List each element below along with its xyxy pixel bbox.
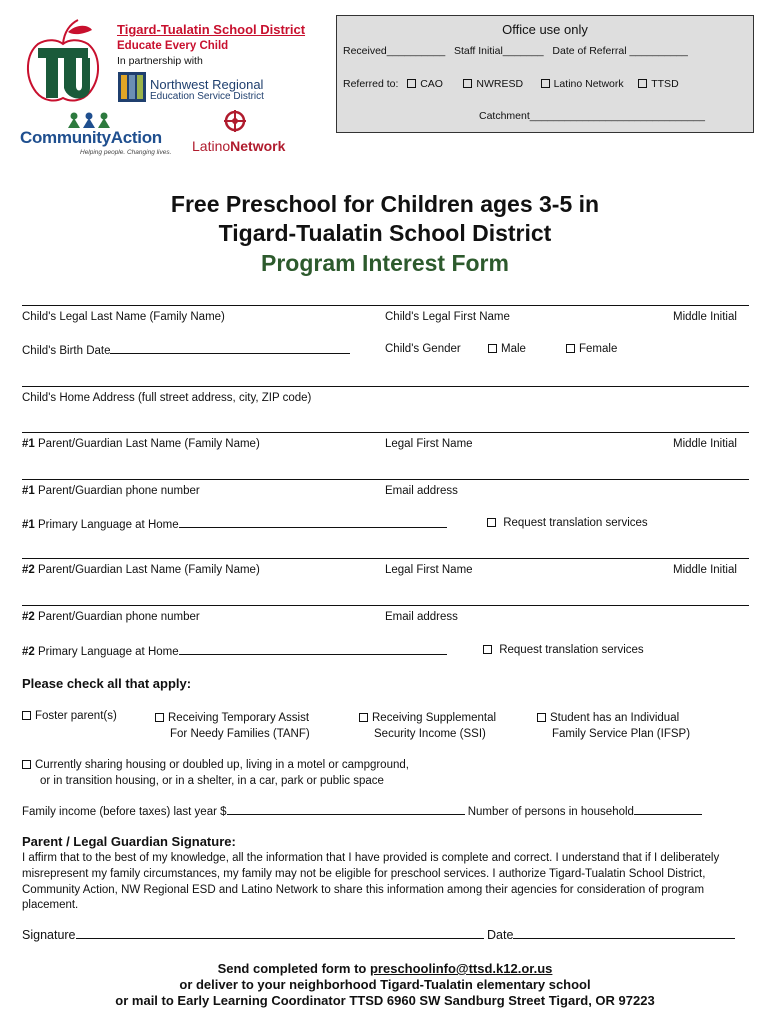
male-checkbox[interactable] [488, 344, 497, 353]
ttsd-checkbox[interactable] [638, 79, 647, 88]
child-address-label: Child's Home Address (full street address, city, ZIP code) [22, 392, 312, 404]
nwesd-name: Northwest Regional [150, 77, 264, 92]
date-field[interactable] [513, 928, 735, 939]
child-gender-label: Child's Gender [385, 343, 461, 355]
housing-checkbox[interactable] [22, 760, 31, 769]
office-referred-row: Referred to: CAO NWRESD Latino Network TTSD [343, 78, 679, 90]
affirmation-text: I affirm that to the best of my knowledge, all the information that I have provided is complete and correct. I understand that if I deliberately misrepresent my family circumstances, my family may not be eligible for preschool services. I authorize Tigard-Tualatin School District, Community Action, NW Regional ESD and Latino Network to share this information among their agencies for consideration of program placement. [22, 852, 720, 912]
parent2-email-label: Email address [385, 611, 458, 623]
parent1-language-field[interactable] [179, 517, 447, 528]
parent2-translation-checkbox[interactable] [483, 645, 492, 654]
birth-date-field[interactable] [110, 343, 350, 354]
child-name-line[interactable] [22, 305, 749, 306]
signature-row: Signature Date [22, 928, 735, 942]
office-received: Received__________ Staff Initial_______ Date of Referral __________ [343, 45, 688, 57]
foster-option[interactable]: Foster parent(s) [22, 710, 117, 722]
signature-heading: Parent / Legal Guardian Signature: [22, 834, 236, 849]
ttsd-logo-icon [18, 14, 108, 106]
ssi-option[interactable]: Receiving Supplemental Security Income (SSI) [359, 710, 496, 742]
footer-line2: or deliver to your neighborhood Tigard-Tualatin elementary school [179, 977, 591, 992]
child-last-name-label: Child's Legal Last Name (Family Name) [22, 311, 225, 323]
address-line[interactable] [22, 386, 749, 387]
form-title-line1: Free Preschool for Children ages 3-5 in [170, 191, 600, 217]
footer-line1: Send completed form to preschoolinfo@ttsd.k12.or.us [217, 961, 553, 976]
parent1-name-line[interactable] [22, 432, 749, 433]
child-first-name-label: Child's Legal First Name [385, 311, 510, 323]
foster-checkbox[interactable] [22, 711, 31, 720]
parent2-middle-initial-label: Middle Initial [673, 564, 737, 576]
housing-option[interactable]: Currently sharing housing or doubled up, living in a motel or campground, or in transition housing, or in a shelter, in a car, park or public space [22, 757, 409, 789]
form-title-line2: Tigard-Tualatin School District [218, 220, 552, 246]
latino-network-checkbox[interactable] [541, 79, 550, 88]
female-checkbox[interactable] [566, 344, 575, 353]
household-size-field[interactable] [634, 804, 702, 815]
ifsp-checkbox[interactable] [537, 713, 546, 722]
parent2-last-name-label: #2 Parent/Guardian Last Name (Family Name) [22, 564, 260, 576]
parent1-language-label: #1 Primary Language at Home [22, 517, 447, 531]
nwesd-logo-icon [118, 72, 146, 102]
tanf-checkbox[interactable] [155, 713, 164, 722]
nwresd-checkbox[interactable] [463, 79, 472, 88]
parent1-email-label: Email address [385, 485, 458, 497]
partner-text: In partnership with [117, 55, 203, 67]
income-label: Family income (before taxes) last year $ Number of persons in household [22, 804, 702, 818]
child-birth-date-label: Child's Birth Date [22, 343, 350, 357]
parent2-translation-option[interactable]: Request translation services [483, 644, 644, 656]
latino-network-logo-icon [224, 110, 246, 134]
female-option[interactable]: Female [566, 343, 617, 355]
form-title-line3: Program Interest Form [261, 250, 509, 276]
ssi-checkbox[interactable] [359, 713, 368, 722]
community-action-slogan: Helping people. Changing lives. [80, 149, 172, 156]
parent2-first-name-label: Legal First Name [385, 564, 473, 576]
parent2-language-field[interactable] [179, 644, 447, 655]
parent1-translation-checkbox[interactable] [487, 518, 496, 527]
nwesd-subname: Education Service District [150, 91, 264, 102]
latino-network-name: LatinoNetwork [192, 138, 286, 154]
parent1-first-name-label: Legal First Name [385, 438, 473, 450]
parent1-last-name-label: #1 Parent/Guardian Last Name (Family Name) [22, 438, 260, 450]
office-catchment: Catchment______________________________ [479, 110, 705, 122]
signature-field[interactable] [76, 928, 484, 939]
parent2-name-line[interactable] [22, 558, 749, 559]
parent1-phone-label: #1 Parent/Guardian phone number [22, 485, 200, 497]
parent1-contact-line[interactable] [22, 479, 749, 480]
parent2-phone-label: #2 Parent/Guardian phone number [22, 611, 200, 623]
tanf-option[interactable]: Receiving Temporary Assist For Needy Families (TANF) [155, 710, 310, 742]
male-option[interactable]: Male [488, 343, 526, 355]
community-action-name: CommunityAction [20, 128, 162, 147]
email-link[interactable]: preschoolinfo@ttsd.k12.or.us [369, 961, 553, 976]
parent1-middle-initial-label: Middle Initial [673, 438, 737, 450]
footer-line3: or mail to Early Learning Coordinator TTSD 6960 SW Sandburg Street Tigard, OR 97223 [115, 993, 655, 1008]
community-action-logo-icon [66, 110, 112, 130]
parent2-language-label: #2 Primary Language at Home [22, 644, 447, 658]
income-field[interactable] [227, 804, 465, 815]
parent2-contact-line[interactable] [22, 605, 749, 606]
check-all-heading: Please check all that apply: [22, 676, 192, 691]
child-middle-initial-label: Middle Initial [673, 311, 737, 323]
parent1-translation-option[interactable]: Request translation services [487, 517, 648, 529]
office-use-title: Office use only [502, 22, 588, 37]
cao-checkbox[interactable] [407, 79, 416, 88]
district-name: Tigard-Tualatin School District [117, 22, 306, 37]
ifsp-option[interactable]: Student has an Individual Family Service Plan (IFSP) [537, 710, 690, 742]
district-tagline: Educate Every Child [117, 40, 229, 52]
